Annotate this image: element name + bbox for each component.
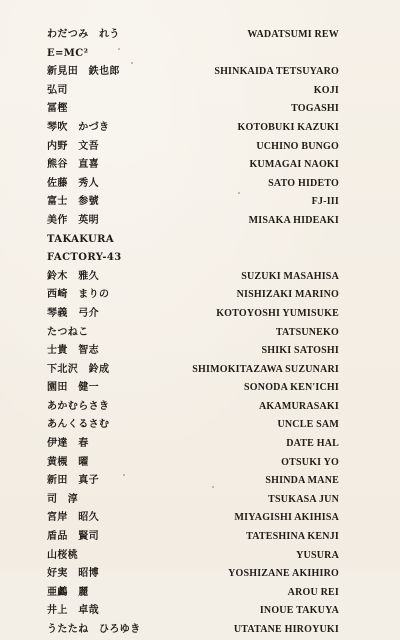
- credit-romanized-name: UNCLE SAM: [277, 419, 339, 431]
- credits-list: [47, 26, 339, 640]
- credit-japanese-name: 鈴木 雅久: [47, 270, 99, 282]
- credit-romanized-name: MISAKA HIDEAKI: [248, 214, 339, 226]
- credit-japanese-name: あんくるさむ: [47, 419, 110, 431]
- credit-romanized-name: YUSURA: [296, 549, 339, 561]
- credit-romanized-name: KOJI: [313, 84, 339, 96]
- credit-japanese-name: 佐藤 秀人: [47, 177, 99, 189]
- credit-japanese-name: 山桜桃: [47, 549, 79, 561]
- credit-romanized-name: TOGASHI: [291, 103, 339, 115]
- credit-row: [47, 416, 339, 435]
- credit-japanese-name: 弘司: [47, 84, 68, 96]
- credit-romanized-name: TATESHINA KENJI: [246, 531, 339, 543]
- credit-row: [47, 212, 339, 231]
- credit-japanese-name: 琴義 弓介: [47, 307, 99, 319]
- credit-row: [47, 621, 339, 640]
- credit-row: [47, 100, 339, 119]
- credit-row: [47, 249, 339, 268]
- credit-row: [47, 528, 339, 547]
- credit-row: [47, 472, 339, 491]
- credit-japanese-name: あかむらさき: [47, 400, 110, 412]
- credit-romanized-name: SHINKAIDA TETSUYARO: [214, 66, 339, 78]
- credit-row: [47, 175, 339, 194]
- credit-japanese-name: 琴吹 かづき: [47, 121, 110, 133]
- credit-row: [47, 361, 339, 380]
- credit-row: [47, 509, 339, 528]
- credit-japanese-name: 宮岸 昭久: [47, 512, 99, 524]
- credit-japanese-name: 司 淳: [47, 493, 79, 505]
- paper-speck: [118, 48, 120, 50]
- credit-romanized-name: KUMAGAI NAOKI: [249, 159, 339, 171]
- credit-romanized-name: SONODA KEN'ICHI: [244, 382, 339, 394]
- credit-row: [47, 379, 339, 398]
- credit-romanized-name: NISHIZAKI MARINO: [236, 289, 339, 301]
- paper-speck: [123, 474, 125, 476]
- credit-row: [47, 491, 339, 510]
- credit-japanese-name: 園田 健一: [47, 382, 99, 394]
- credit-romanized-name: FJ-III: [311, 196, 339, 208]
- credit-japanese-name: 黄槻 曜: [47, 456, 89, 468]
- credit-row: [47, 156, 339, 175]
- credit-row: [47, 342, 339, 361]
- credit-romanized-name: MIYAGISHI AKIHISA: [234, 512, 339, 524]
- credit-japanese-name: 内野 文吾: [47, 140, 99, 152]
- credit-row: [47, 63, 339, 82]
- credit-row: [47, 286, 339, 305]
- credit-japanese-name: 富士 参號: [47, 196, 99, 208]
- credit-romanized-name: OTSUKI YO: [281, 456, 339, 468]
- credit-romanized-name: SHIMOKITAZAWA SUZUNARI: [192, 363, 339, 375]
- credit-row: [47, 231, 339, 250]
- credit-romanized-name: AROU REI: [287, 586, 339, 598]
- credit-romanized-name: TSUKASA JUN: [268, 493, 339, 505]
- paper-speck: [212, 486, 214, 488]
- credit-row: [47, 324, 339, 343]
- credit-japanese-name: 好実 昭博: [47, 568, 99, 580]
- credit-row: [47, 119, 339, 138]
- credit-japanese-name: FACTORY-43: [47, 252, 122, 264]
- credit-row: [47, 435, 339, 454]
- credit-japanese-name: 新見田 鉄也郎: [47, 66, 120, 78]
- credit-japanese-name: 士貴 智志: [47, 345, 99, 357]
- credit-romanized-name: YOSHIZANE AKIHIRO: [228, 568, 339, 580]
- credit-romanized-name: WADATSUMI REW: [247, 29, 339, 40]
- credit-row: [47, 26, 339, 45]
- credit-japanese-name: 伊達 春: [47, 438, 89, 450]
- credit-romanized-name: INOUE TAKUYA: [259, 605, 339, 617]
- credit-japanese-name: 盾品 賢司: [47, 531, 99, 543]
- credit-romanized-name: DATE HAL: [286, 438, 339, 450]
- credit-japanese-name: たつねこ: [47, 326, 89, 338]
- credit-row: [47, 82, 339, 101]
- credit-romanized-name: UTATANE HIROYUKI: [233, 624, 339, 635]
- credit-row: [47, 398, 339, 417]
- credit-japanese-name: E=MC²: [47, 47, 89, 59]
- credit-japanese-name: 井上 卓哉: [47, 605, 99, 617]
- credit-romanized-name: TATSUNEKO: [275, 326, 339, 338]
- credit-row: [47, 584, 339, 603]
- credit-romanized-name: SUZUKI MASAHISA: [241, 270, 339, 282]
- credit-japanese-name: TAKAKURA: [47, 233, 115, 245]
- credit-japanese-name: わだつみ れう: [47, 29, 120, 40]
- credit-row: [47, 45, 339, 64]
- credit-romanized-name: SATO HIDETO: [268, 177, 339, 189]
- credit-japanese-name: 下北沢 鈴成: [47, 363, 110, 375]
- credit-romanized-name: UCHINO BUNGO: [256, 140, 339, 152]
- credit-row: [47, 193, 339, 212]
- credit-row: [47, 268, 339, 287]
- credit-japanese-name: 熊谷 直喜: [47, 159, 99, 171]
- credit-japanese-name: 新田 真子: [47, 475, 99, 487]
- credit-japanese-name: うたたね ひろゆき: [47, 624, 141, 635]
- credit-row: [47, 305, 339, 324]
- credit-row: [47, 454, 339, 473]
- credit-romanized-name: SHINDA MANE: [265, 475, 339, 487]
- credit-romanized-name: SHIKI SATOSHI: [261, 345, 339, 357]
- credit-japanese-name: 冨樫: [47, 103, 68, 115]
- credit-row: [47, 138, 339, 157]
- paper-speck: [238, 192, 240, 194]
- credit-japanese-name: 西崎 まりの: [47, 289, 110, 301]
- credit-japanese-name: 美作 英明: [47, 214, 99, 226]
- credit-row: [47, 602, 339, 621]
- credit-row: [47, 547, 339, 566]
- paper-speck: [131, 62, 133, 64]
- credit-romanized-name: KOTOYOSHI YUMISUKE: [216, 307, 339, 319]
- credit-romanized-name: AKAMURASAKI: [259, 400, 339, 412]
- credit-romanized-name: KOTOBUKI KAZUKI: [237, 121, 339, 133]
- credit-row: [47, 565, 339, 584]
- credit-japanese-name: 亜鸕 麗: [47, 586, 89, 598]
